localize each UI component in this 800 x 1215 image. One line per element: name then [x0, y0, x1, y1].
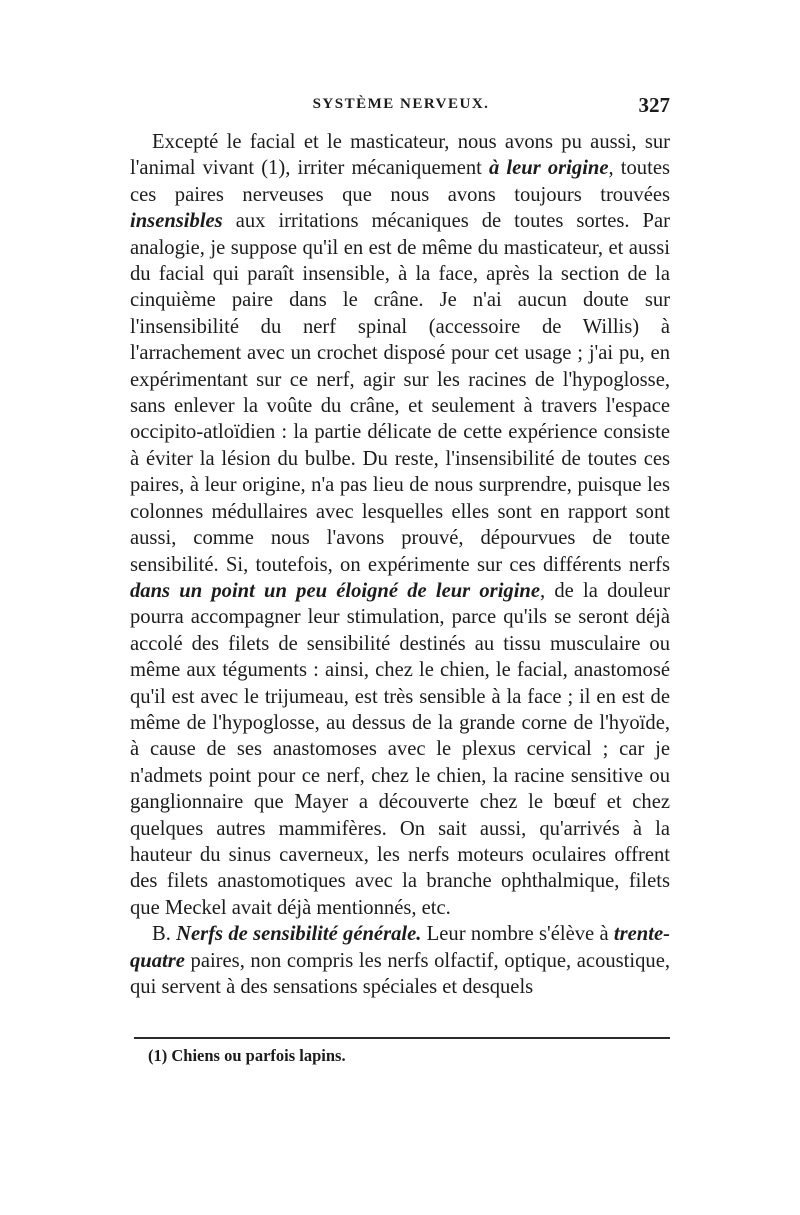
page-header: [132, 93, 670, 124]
footnote-divider: [134, 1037, 670, 1039]
italic-run: Nerfs de sensibilité générale.: [176, 923, 422, 946]
italic-run: dans un point un peu éloigné de leur origine: [130, 579, 541, 602]
text-run: , toutes ces paires nerveuses que nous avons toujours trouvées: [130, 157, 670, 206]
text-run: , de la douleur pourra accompagner leur stimulation, parce qu'ils se seront déjà accolé des filets de sensibilité destinés au tissu musculaire ou même aux téguments : ainsi, chez le chien, le facial, anastomosé qu'il est avec le trijumeau, est très sensible à la face ; il en est de même de l'hypoglosse, au dessus de la grande corne de l'hyoïde, à cause de ses anastomoses avec le plexus cervical ; car je n'admets point pour ce nerf, chez le chien, la racine sensitive ou ganglionnaire que Mayer a découverte chez le bœuf et chez quelques autres mammifères. On sait aussi, qu'arrivés à la hauteur du sinus caverneux, les nerfs moteurs oculaires offrent des filets anastomotiques avec la branche ophthalmique, filets que Meckel avait déjà mentionnés, etc.: [130, 579, 670, 919]
paragraph: [130, 129, 670, 921]
text-run: aux irritations mécaniques de toutes sortes. Par analogie, je suppose qu'il en est de même du masticateur, et aussi du facial qui paraît insensible, à la face, après la section de la cinquième paire dans le crâne. Je n'ai aucun doute sur l'insensibilité du nerf spinal (accessoire de Willis) à l'arrachement avec un crochet disposé pour cet usage ; j'ai pu, en expérimentant sur ce nerf, agir sur les racines de l'hypoglosse, sans enlever la voûte du crâne, et seulement à travers l'espace occipito-atloïdien : la partie délicate de cette expérience consiste à éviter la lésion du bulbe. Du reste, l'insensibilité de toutes ces paires, à leur origine, n'a pas lieu de nous surprendre, puisque les colonnes médullaires avec lesquelles elles sont en rapport sont aussi, comme nous l'avons prouvé, dépourvues de toute sensibilité. Si, toutefois, on expérimente sur ces différents nerfs: [130, 210, 670, 576]
text-run: B.: [152, 923, 177, 946]
italic-run: insensibles: [130, 210, 223, 233]
italic-run: à leur origine: [488, 157, 609, 180]
body-text: [130, 129, 670, 1000]
paragraph: [130, 921, 670, 1000]
footnote: (1) Chiens ou parfois lapins.: [148, 1046, 346, 1065]
text-run: Excepté le facial et le masticateur, nous avons pu aussi, sur l'animal vivant (1), irriter mécaniquement: [130, 131, 670, 180]
italic-run: trente-quatre: [130, 923, 670, 972]
text-run: Leur nombre s'élève à: [421, 923, 614, 946]
running-title: SYSTÈME NERVEUX.: [312, 96, 490, 112]
page-number: 327: [638, 93, 670, 117]
text-run: paires, non compris les nerfs olfactif, optique, acoustique, qui servent à des sensations spéciales et desquels: [130, 949, 670, 998]
